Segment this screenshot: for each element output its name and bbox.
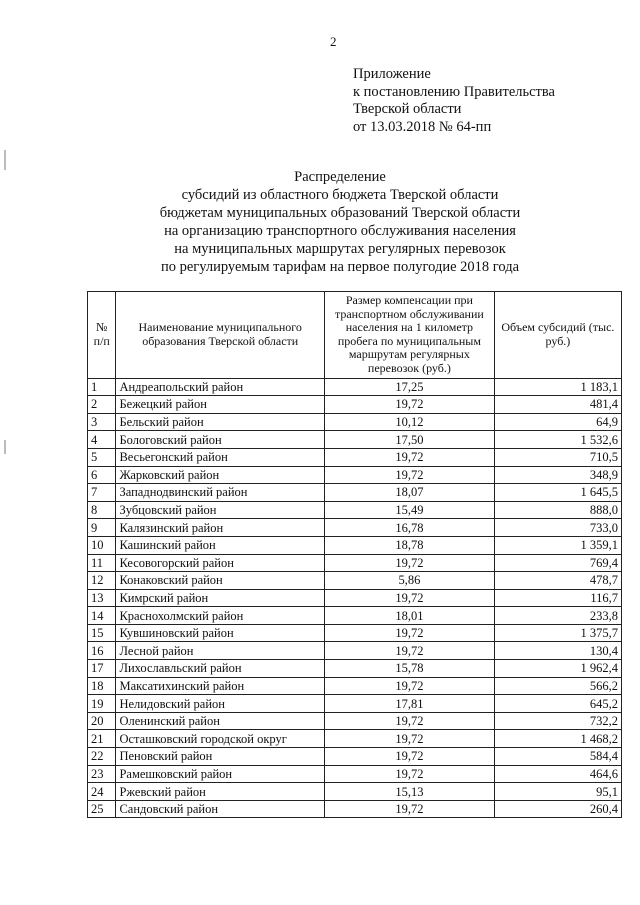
cell-num: 3 bbox=[88, 413, 116, 431]
table-row bbox=[88, 748, 622, 766]
cell-num: 17 bbox=[88, 660, 116, 678]
cell-subsidy: 1 183,1 bbox=[494, 378, 621, 396]
table-row bbox=[88, 660, 622, 678]
header-number: № п/п bbox=[88, 292, 116, 379]
cell-subsidy: 348,9 bbox=[494, 466, 621, 484]
cell-name: Кесовогорский район bbox=[116, 554, 325, 572]
table-row bbox=[88, 378, 622, 396]
cell-subsidy: 566,2 bbox=[494, 677, 621, 695]
cell-name: Оленинский район bbox=[116, 712, 325, 730]
cell-name: Бельский район bbox=[116, 413, 325, 431]
cell-num: 18 bbox=[88, 677, 116, 695]
cell-num: 21 bbox=[88, 730, 116, 748]
cell-rate: 19,72 bbox=[324, 712, 494, 730]
cell-rate: 19,72 bbox=[324, 730, 494, 748]
cell-num: 22 bbox=[88, 748, 116, 766]
cell-num: 15 bbox=[88, 624, 116, 642]
cell-subsidy: 645,2 bbox=[494, 695, 621, 713]
table-row bbox=[88, 396, 622, 414]
table-row bbox=[88, 448, 622, 466]
cell-num: 12 bbox=[88, 572, 116, 590]
cell-rate: 18,78 bbox=[324, 536, 494, 554]
title-line: субсидий из областного бюджета Тверской области bbox=[181, 187, 499, 203]
cell-name: Кувшиновский район bbox=[116, 624, 325, 642]
cell-subsidy: 481,4 bbox=[494, 396, 621, 414]
table-row bbox=[88, 677, 622, 695]
cell-num: 10 bbox=[88, 536, 116, 554]
table-body bbox=[88, 378, 622, 818]
cell-subsidy: 64,9 bbox=[494, 413, 621, 431]
cell-subsidy: 478,7 bbox=[494, 572, 621, 590]
appendix-line: от 13.03.2018 № 64-пп bbox=[353, 118, 492, 135]
cell-subsidy: 116,7 bbox=[494, 589, 621, 607]
cell-rate: 19,72 bbox=[324, 624, 494, 642]
cell-name: Лихославльский район bbox=[116, 660, 325, 678]
cell-name: Андреапольский район bbox=[116, 378, 325, 396]
cell-rate: 19,72 bbox=[324, 765, 494, 783]
cell-rate: 17,81 bbox=[324, 695, 494, 713]
table-row bbox=[88, 765, 622, 783]
table-row bbox=[88, 501, 622, 519]
cell-num: 1 bbox=[88, 378, 116, 396]
cell-name: Рамешковский район bbox=[116, 765, 325, 783]
cell-num: 6 bbox=[88, 466, 116, 484]
cell-name: Осташковский городской округ bbox=[116, 730, 325, 748]
cell-name: Ржевский район bbox=[116, 783, 325, 801]
cell-subsidy: 733,0 bbox=[494, 519, 621, 537]
header-rate: Размер компенсации при транспортном обслуживании населения на 1 километр пробега по муниципальным маршрутам регулярных перевозок (руб.) bbox=[324, 292, 494, 379]
table-row bbox=[88, 730, 622, 748]
scan-margin-mark bbox=[4, 150, 6, 170]
cell-subsidy: 233,8 bbox=[494, 607, 621, 625]
cell-rate: 18,07 bbox=[324, 484, 494, 502]
cell-subsidy: 1 645,5 bbox=[494, 484, 621, 502]
cell-subsidy: 95,1 bbox=[494, 783, 621, 801]
cell-name: Сандовский район bbox=[116, 800, 325, 818]
cell-subsidy: 260,4 bbox=[494, 800, 621, 818]
cell-rate: 19,72 bbox=[324, 396, 494, 414]
table-row bbox=[88, 589, 622, 607]
cell-name: Нелидовский район bbox=[116, 695, 325, 713]
cell-rate: 18,01 bbox=[324, 607, 494, 625]
table-row bbox=[88, 642, 622, 660]
cell-name: Конаковский район bbox=[116, 572, 325, 590]
table-row bbox=[88, 554, 622, 572]
title-line: бюджетам муниципальных образований Тверской области bbox=[159, 205, 521, 221]
document-title bbox=[60, 168, 620, 276]
cell-num: 9 bbox=[88, 519, 116, 537]
cell-subsidy: 1 375,7 bbox=[494, 624, 621, 642]
cell-num: 19 bbox=[88, 695, 116, 713]
cell-name: Зубцовский район bbox=[116, 501, 325, 519]
cell-subsidy: 584,4 bbox=[494, 748, 621, 766]
header-subsidy: Объем субсидий (тыс. руб.) bbox=[494, 292, 621, 379]
table-row bbox=[88, 484, 622, 502]
title-line: на организацию транспортного обслуживания населения bbox=[164, 223, 516, 239]
title-line: на муниципальных маршрутах регулярных перевозок bbox=[174, 241, 506, 257]
cell-name: Западнодвинский район bbox=[116, 484, 325, 502]
cell-rate: 5,86 bbox=[324, 572, 494, 590]
appendix-line: Приложение bbox=[353, 66, 431, 82]
appendix-line: Тверской области bbox=[353, 101, 462, 117]
cell-rate: 15,78 bbox=[324, 660, 494, 678]
cell-subsidy: 710,5 bbox=[494, 448, 621, 466]
cell-rate: 17,50 bbox=[324, 431, 494, 449]
table-row bbox=[88, 536, 622, 554]
cell-num: 23 bbox=[88, 765, 116, 783]
cell-name: Пеновский район bbox=[116, 748, 325, 766]
cell-subsidy: 1 468,2 bbox=[494, 730, 621, 748]
cell-num: 8 bbox=[88, 501, 116, 519]
cell-num: 2 bbox=[88, 396, 116, 414]
cell-rate: 10,12 bbox=[324, 413, 494, 431]
cell-rate: 17,25 bbox=[324, 378, 494, 396]
cell-rate: 19,72 bbox=[324, 448, 494, 466]
table-row bbox=[88, 431, 622, 449]
cell-num: 4 bbox=[88, 431, 116, 449]
cell-name: Бежецкий район bbox=[116, 396, 325, 414]
cell-num: 11 bbox=[88, 554, 116, 572]
cell-rate: 19,72 bbox=[324, 642, 494, 660]
cell-subsidy: 464,6 bbox=[494, 765, 621, 783]
cell-name: Кашинский район bbox=[116, 536, 325, 554]
table-row bbox=[88, 800, 622, 818]
cell-name: Весьегонский район bbox=[116, 448, 325, 466]
table-row bbox=[88, 695, 622, 713]
table-row bbox=[88, 572, 622, 590]
table-row bbox=[88, 607, 622, 625]
cell-num: 14 bbox=[88, 607, 116, 625]
cell-rate: 19,72 bbox=[324, 466, 494, 484]
cell-subsidy: 769,4 bbox=[494, 554, 621, 572]
cell-name: Кимрский район bbox=[116, 589, 325, 607]
cell-subsidy: 1 962,4 bbox=[494, 660, 621, 678]
cell-rate: 19,72 bbox=[324, 748, 494, 766]
cell-rate: 19,72 bbox=[324, 800, 494, 818]
cell-rate: 15,13 bbox=[324, 783, 494, 801]
appendix-line: к постановлению Правительства bbox=[353, 83, 555, 100]
title-line: по регулируемым тарифам на первое полугодие 2018 года bbox=[160, 259, 520, 275]
cell-subsidy: 1 359,1 bbox=[494, 536, 621, 554]
header-name: Наименование муниципального образования Тверской области bbox=[116, 292, 325, 379]
cell-num: 25 bbox=[88, 800, 116, 818]
cell-subsidy: 732,2 bbox=[494, 712, 621, 730]
cell-name: Краснохолмский район bbox=[116, 607, 325, 625]
table-row bbox=[88, 712, 622, 730]
scan-margin-mark bbox=[4, 440, 6, 454]
table-header-row bbox=[88, 292, 622, 379]
table-row bbox=[88, 413, 622, 431]
table-row bbox=[88, 466, 622, 484]
cell-rate: 19,72 bbox=[324, 677, 494, 695]
cell-rate: 19,72 bbox=[324, 589, 494, 607]
cell-num: 5 bbox=[88, 448, 116, 466]
cell-subsidy: 888,0 bbox=[494, 501, 621, 519]
table-row bbox=[88, 624, 622, 642]
cell-name: Калязинский район bbox=[116, 519, 325, 537]
cell-name: Максатихинский район bbox=[116, 677, 325, 695]
cell-rate: 15,49 bbox=[324, 501, 494, 519]
cell-num: 16 bbox=[88, 642, 116, 660]
cell-rate: 16,78 bbox=[324, 519, 494, 537]
cell-num: 20 bbox=[88, 712, 116, 730]
table-row bbox=[88, 519, 622, 537]
cell-num: 13 bbox=[88, 589, 116, 607]
cell-num: 24 bbox=[88, 783, 116, 801]
cell-subsidy: 130,4 bbox=[494, 642, 621, 660]
cell-subsidy: 1 532,6 bbox=[494, 431, 621, 449]
table-row bbox=[88, 783, 622, 801]
cell-name: Жарковский район bbox=[116, 466, 325, 484]
cell-name: Лесной район bbox=[116, 642, 325, 660]
cell-rate: 19,72 bbox=[324, 554, 494, 572]
title-line: Распределение bbox=[294, 169, 386, 185]
appendix-block bbox=[353, 66, 555, 136]
cell-num: 7 bbox=[88, 484, 116, 502]
subsidy-table bbox=[87, 291, 622, 818]
cell-name: Бологовский район bbox=[116, 431, 325, 449]
page-number: 2 bbox=[330, 34, 337, 49]
